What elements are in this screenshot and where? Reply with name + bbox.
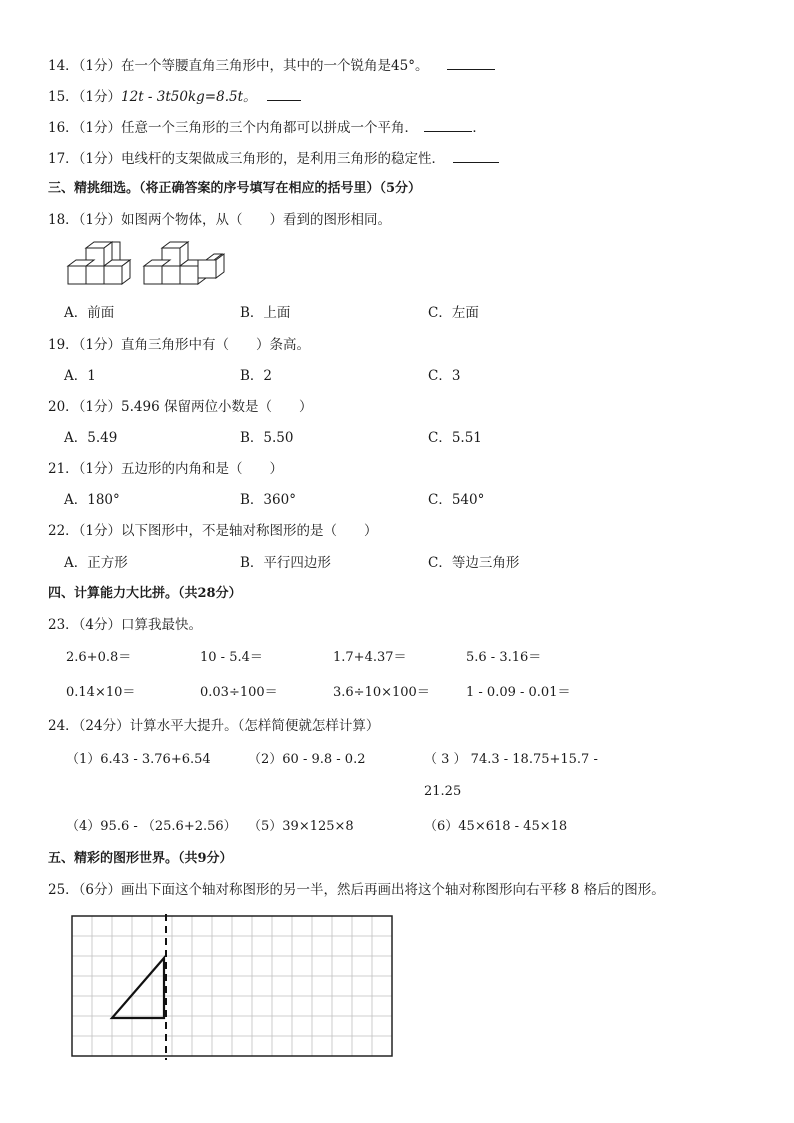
- calc-item: （6）45×618 - 45×18: [424, 819, 568, 834]
- question-25: 25．（6分）画出下面这个轴对称图形的另一半，然后再画出将这个轴对称图形向右平移 8 格后的图形。: [48, 882, 665, 898]
- section-4-title: 四、计算能力大比拼。（共28分）: [48, 586, 242, 601]
- calc-item: （ 3 ） 74.3 - 18.75+15.7 -: [424, 752, 598, 767]
- q19-option-b[interactable]: B．2: [240, 368, 273, 384]
- calc-item: 1 - 0.09 - 0.01＝: [466, 685, 571, 700]
- question-16: 16．（1分）任意一个三角形的三个内角都可以拼成一个平角． ．: [48, 117, 486, 138]
- q21-option-a[interactable]: A．180°: [64, 492, 120, 508]
- q21-option-c[interactable]: C．540°: [428, 492, 485, 508]
- calc-item: 10 - 5.4＝: [200, 650, 263, 665]
- q18-option-b[interactable]: B．上面: [240, 305, 291, 321]
- calc-item: （2）60 - 9.8 - 0.2: [248, 752, 366, 767]
- answer-blank[interactable]: [424, 117, 472, 132]
- q20-option-a[interactable]: A．5.49: [64, 430, 118, 446]
- calc-item: 5.6 - 3.16＝: [466, 650, 542, 665]
- calc-item: 2.6+0.8＝: [66, 650, 132, 665]
- q18-option-c[interactable]: C．左面: [428, 305, 479, 321]
- question-18: 18．（1分）如图两个物体，从（ ）看到的图形相同。: [48, 212, 392, 228]
- question-19: 19．（1分）直角三角形中有（ ）条高。: [48, 337, 311, 353]
- calc-item: 0.14×10＝: [66, 685, 136, 700]
- answer-blank[interactable]: [267, 86, 301, 101]
- q22-option-c[interactable]: C．等边三角形: [428, 555, 520, 571]
- q20-option-b[interactable]: B．5.50: [240, 430, 294, 446]
- drawing-grid[interactable]: [70, 914, 410, 1060]
- calc-item: （1）6.43 - 3.76+6.54: [66, 752, 211, 767]
- calc-item: 1.7+4.37＝: [333, 650, 407, 665]
- q18-option-a[interactable]: A．前面: [64, 305, 115, 321]
- object-2: [144, 242, 224, 284]
- q21-option-b[interactable]: B．360°: [240, 492, 296, 508]
- object-1: [68, 242, 130, 284]
- question-23: 23．（4分）口算我最快。: [48, 617, 203, 633]
- q22-option-a[interactable]: A．正方形: [64, 555, 128, 571]
- q19-option-c[interactable]: C．3: [428, 368, 461, 384]
- calc-item: 0.03÷100＝: [200, 685, 278, 700]
- section-3-title: 三、精挑细选。（将正确答案的序号填写在相应的括号里）（5分）: [48, 181, 422, 196]
- calc-item: 21.25: [424, 784, 462, 799]
- question-21: 21．（1分）五边形的内角和是（ ）: [48, 461, 284, 477]
- answer-blank[interactable]: [447, 55, 495, 70]
- question-14: 14．（1分）在一个等腰直角三角形中，其中的一个锐角是45°。: [48, 55, 495, 76]
- answer-blank[interactable]: [453, 148, 499, 163]
- question-15: 15．（1分）12t - 3t50kg=8.5t。: [48, 86, 301, 107]
- question-24: 24．（24分）计算水平大提升。（怎样简便就怎样计算）: [48, 718, 380, 734]
- q20-option-c[interactable]: C．5.51: [428, 430, 482, 446]
- q22-option-b[interactable]: B．平行四边形: [240, 555, 331, 571]
- q19-option-a[interactable]: A．1: [64, 368, 96, 384]
- question-20: 20．（1分）5.496 保留两位小数是（ ）: [48, 399, 313, 415]
- cube-figures: [64, 240, 264, 300]
- calc-item: （4）95.6 - （25.6+2.56）: [66, 819, 237, 834]
- question-22: 22．（1分）以下图形中，不是轴对称图形的是（ ）: [48, 523, 378, 539]
- calc-item: （5）39×125×8: [248, 819, 354, 834]
- half-triangle-shape: [112, 958, 164, 1018]
- calc-item: 3.6÷10×100＝: [333, 685, 430, 700]
- question-17: 17．（1分）电线杆的支架做成三角形的，是利用三角形的稳定性．: [48, 148, 499, 169]
- section-5-title: 五、精彩的图形世界。（共9分）: [48, 851, 233, 866]
